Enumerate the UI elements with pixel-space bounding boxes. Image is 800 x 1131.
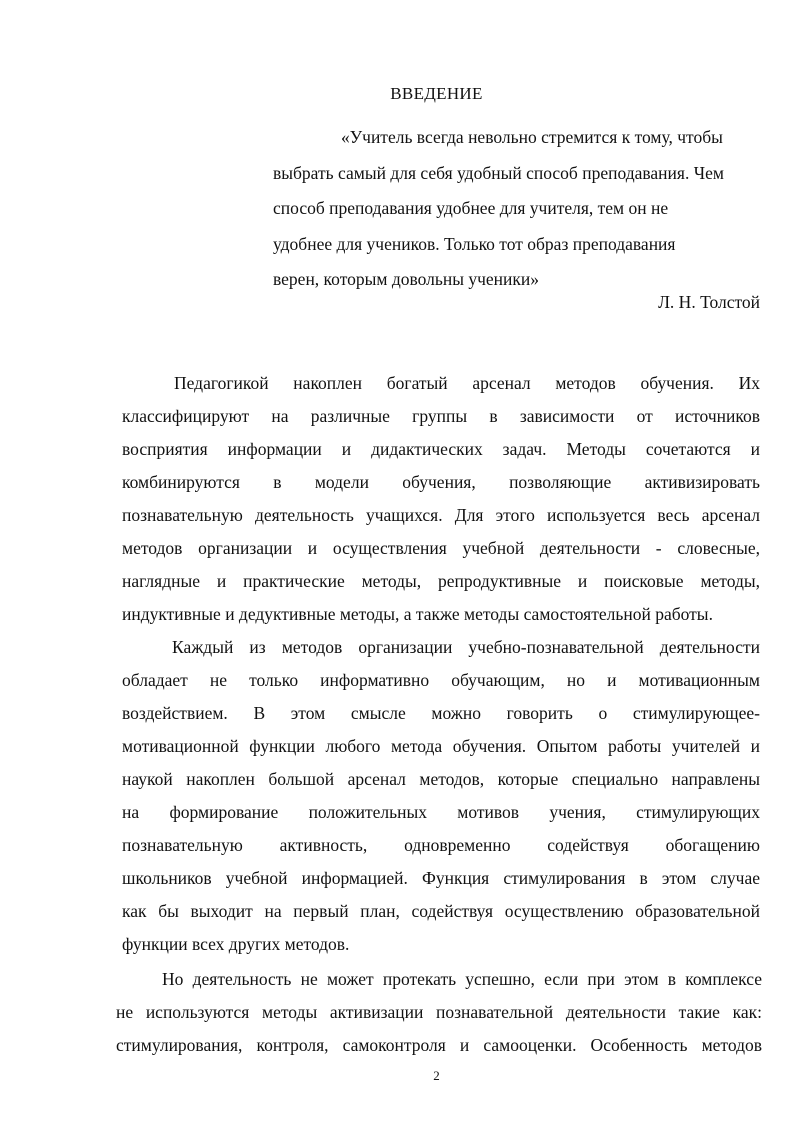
paragraph-line: классифицируют на различные группы в зависимости от источников: [122, 406, 760, 426]
paragraph-line: Каждый из методов организации учебно-познавательной деятельности: [172, 637, 760, 657]
paragraph-line: комбинируются в модели обучения, позволяющие активизировать: [122, 472, 760, 492]
paragraph-line: стимулирования, контроля, самоконтроля и самооценки. Особенность методов: [116, 1035, 762, 1055]
page-number: 2: [433, 1068, 440, 1083]
epigraph-line: выбрать самый для себя удобный способ преподавания. Чем: [273, 162, 724, 183]
epigraph-line: верен, которым довольны ученики»: [273, 269, 540, 289]
paragraph-line: восприятия информации и дидактических задач. Методы сочетаются и: [122, 439, 760, 459]
paragraph-line: методов организации и осуществления учебной деятельности - словесные,: [122, 538, 760, 558]
paragraph-line: Педагогикой накоплен богатый арсенал методов обучения. Их: [174, 373, 760, 393]
paragraph-3: [116, 963, 762, 1062]
paragraph-line: познавательную активность, одновременно содействуя обогащению: [122, 835, 760, 855]
paragraph-line: индуктивные и дедуктивные методы, а также методы самостоятельной работы.: [122, 604, 713, 624]
paragraph-line: на формирование положительных мотивов учения, стимулирующих: [122, 802, 760, 822]
paragraph-line: познавательную деятельность учащихся. Для этого используется весь арсенал: [122, 505, 760, 525]
paragraph-line: обладает не только информативно обучающим, но и мотивационным: [122, 670, 760, 690]
epigraph-line: удобнее для учеников. Только тот образ преподавания: [273, 233, 676, 254]
paragraph-line: как бы выходит на первый план, содействуя осуществлению образовательной: [122, 901, 760, 921]
epigraph-author: Л. Н. Толстой: [658, 292, 760, 312]
epigraph-line: способ преподавания удобнее для учителя, тем он не: [273, 198, 669, 218]
paragraph-line: воздействием. В этом смысле можно говорить о стимулирующее-: [122, 703, 760, 723]
paragraph-line: мотивационной функции любого метода обучения. Опытом работы учителей и: [122, 736, 760, 756]
paragraph-line: Но деятельность не может протекать успешно, если при этом в комплексе: [162, 969, 762, 989]
paragraph-2: [122, 631, 760, 961]
paragraph-line: школьников учебной информацией. Функция стимулирования в этом случае: [122, 868, 760, 888]
paragraph-1: [122, 367, 760, 631]
epigraph-quote: [273, 120, 763, 298]
body-text: [122, 367, 760, 961]
paragraph-line: не используются методы активизации познавательной деятельности такие как:: [116, 1002, 762, 1022]
document-title: ВВЕДЕНИЕ: [390, 84, 483, 103]
paragraph-line: наукой накоплен большой арсенал методов, которые специально направлены: [122, 769, 760, 789]
paragraph-line: наглядные и практические методы, репродуктивные и поисковые методы,: [122, 571, 760, 591]
epigraph-line: «Учитель всегда невольно стремится к тому, чтобы: [341, 127, 723, 147]
paragraph-line: функции всех других методов.: [122, 934, 350, 954]
